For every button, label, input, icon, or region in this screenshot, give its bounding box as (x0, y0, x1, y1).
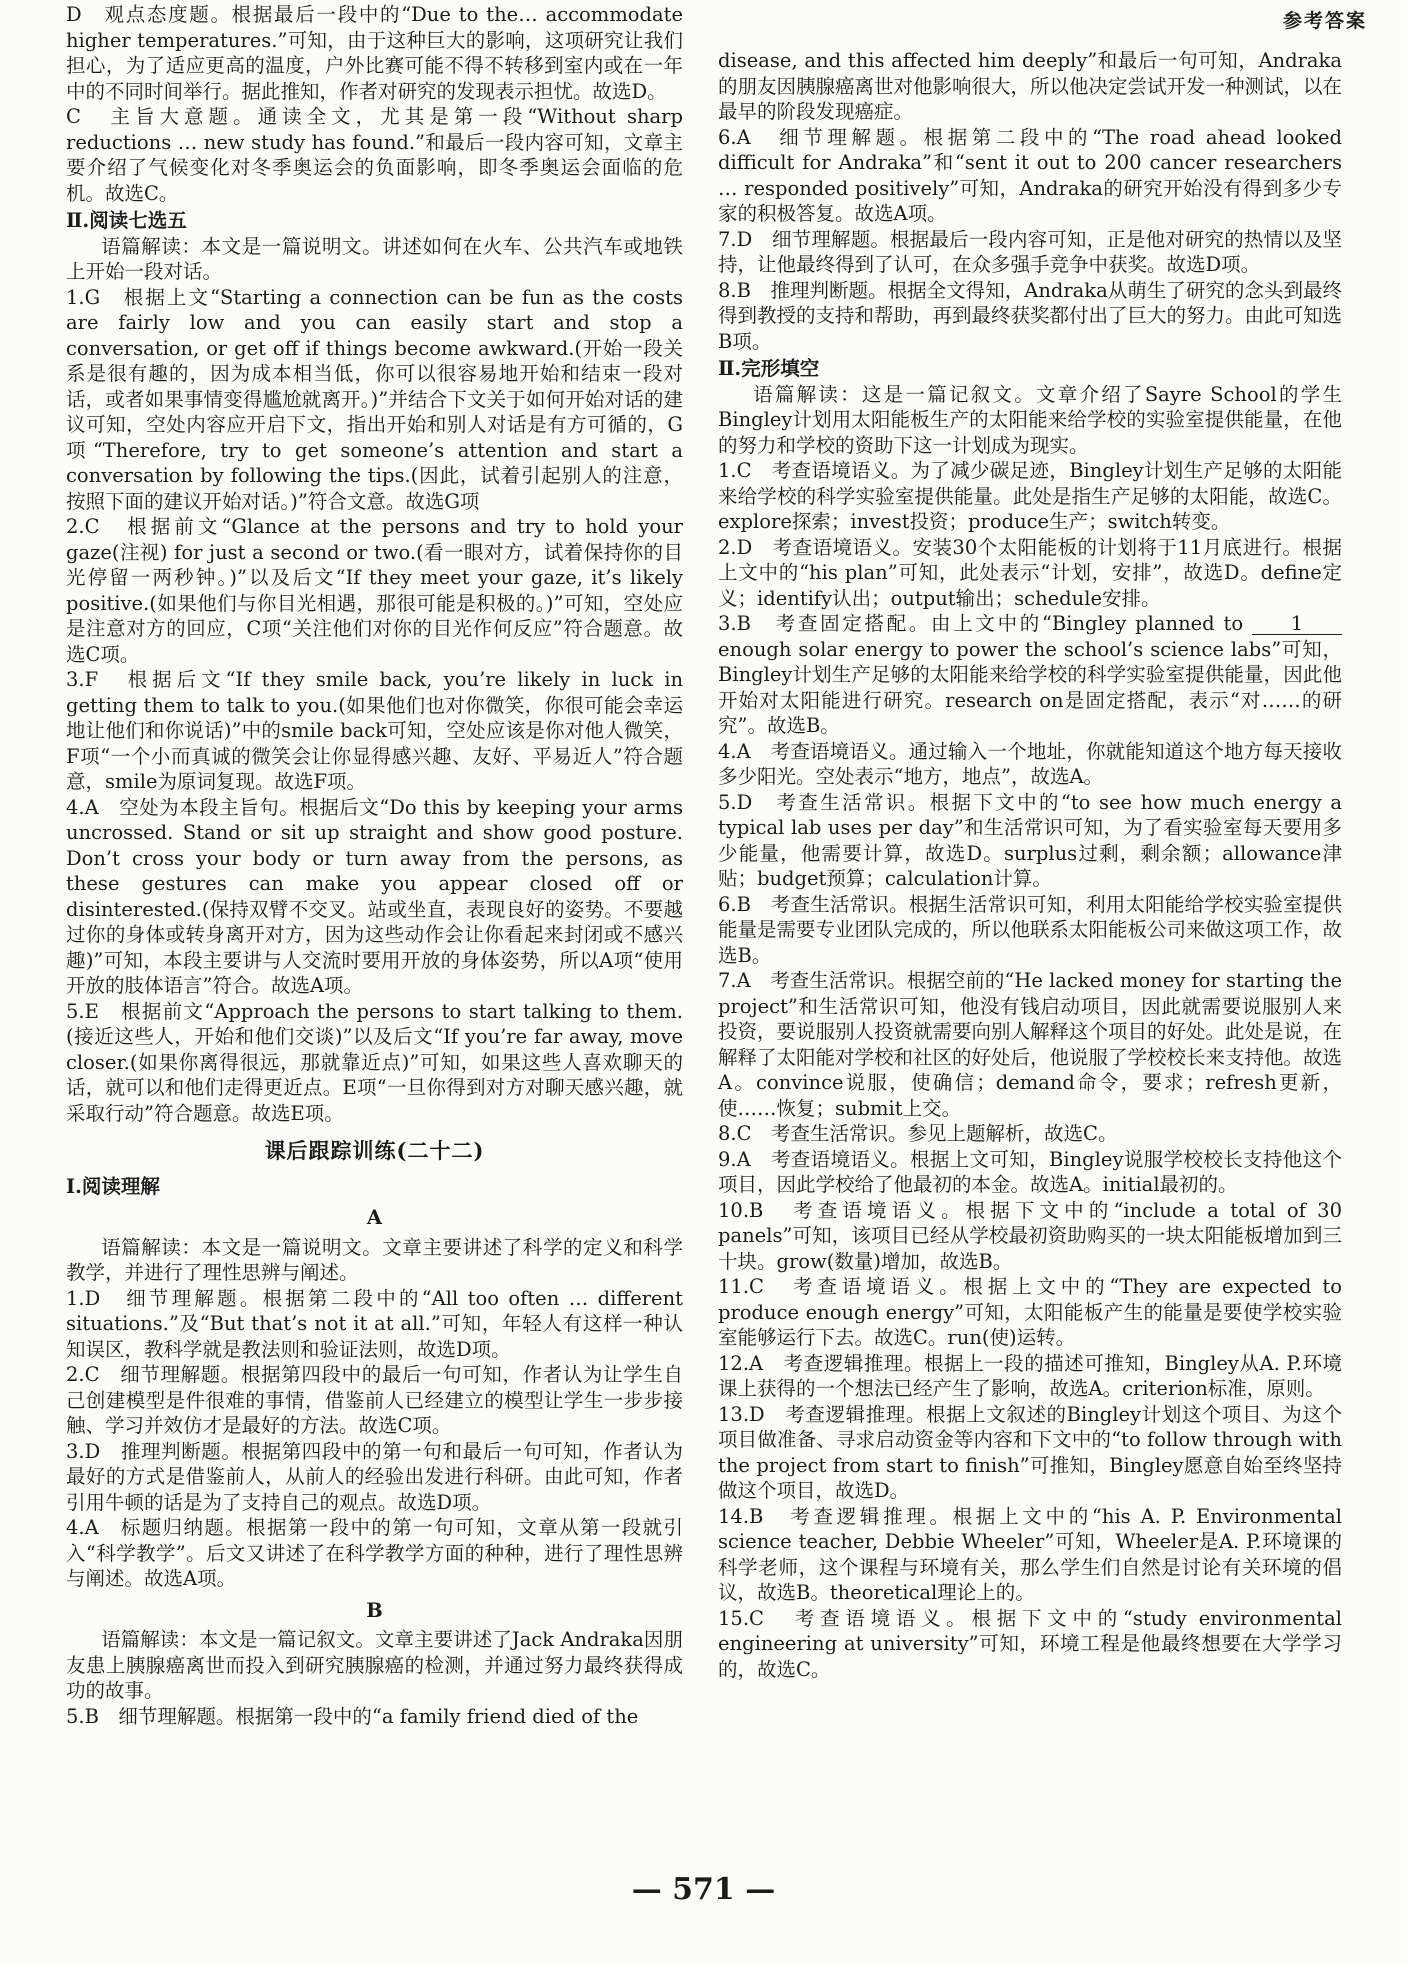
right-column (718, 48, 1342, 1682)
answer-item: 7.A 考查生活常识。根据空前的“He lacked money for starting the project”和生活常识可知，他没有钱启动项目，因此就需要说服别人来投资，要说服别人投资就需要向别人解释这个项目的好处。此处是说，在解释了太阳能对学校和社区的好处后，他说服了学校校长来支持他。故选A。convince说服，使确信；demand命令，要求；refresh更新，使……恢复；submit上交。 (718, 969, 1343, 1120)
answer-item: 10.B 考查语境语义。根据下文中的“include a total of 30 panels”可知，该项目已经从学校最初资助购买的一块太阳能板增加到三十块。grow(数量)增加，故选B。 (718, 1198, 1342, 1273)
answer-item: 9.A 考查语境语义。根据上文可知，Bingley说服学校校长支持他这个项目，因此学校给了他最初的本金。故选A。initial最初的。 (718, 1147, 1342, 1196)
answer-item: disease, and this affected him deeply”和最后一句可知，Andraka的朋友因胰腺癌离世对他影响很大，所以他决定尝试开发一种测试，以在最早的阶段发现癌症。 (718, 49, 1343, 123)
answer-item: 2.C 细节理解题。根据第四段中的最后一句可知，作者认为让学生自己创建模型是件很难的事情，借鉴前人已经建立的模型让学生一步步接触、学习并效仿才是最好的方法。故选C项。 (66, 1363, 683, 1437)
answer-item: 7.D 细节理解题。根据最后一段内容可知，正是他对研究的热情以及坚持，让他最终得到了认可，在众多强手竞争中获奖。故选D项。 (718, 227, 1342, 276)
answer-item: 11.C 考查语境语义。根据上文中的“They are expected to produce enough energy”可知，太阳能板产生的能量是要使学校实验室能够运行下去。故选C。run(使)运转。 (718, 1275, 1342, 1349)
answer-item: 3.D 推理判断题。根据第四段中的第一句和最后一句可知，作者认为最好的方式是借鉴前人，从前人的经验出发进行科研。由此可知，作者引用牛顿的话是为了支持自己的观点。故选D项。 (66, 1439, 683, 1514)
answer-item: 5.D 考查生活常识。根据下文中的“to see how much energy a typical lab uses per day”和生活常识可知，为了看实验室每天要用多少能量，他需要计算，故选D。surplus过剩，剩余额；allowance津贴；budget预算；calculation计算。 (718, 790, 1342, 890)
answer-item: 2.D 考查语境语义。安装30个太阳能板的计划将于11月底进行。根据上文中的“his plan”可知，此处表示“计划，安排”，故选D。define定义；identify认出；output输出；schedule安排。 (718, 535, 1342, 610)
answer-text: 3.B 考查固定搭配。由上文中的“Bingley planned to (718, 612, 1244, 635)
answer-item: 2.C 根据前文“Glance at the persons and try to hold your gaze(注视) for just a second or two.(看一眼对方，试着保持你的目光停留一两秒钟。)”以及后文“If they meet your gaze, it’s likely positive.(如果他们与你目光相遇，那很可能是积极的。)”可知，空处应是注意对方的回应，C项“关注他们对你的目光作何反应”符合题意。故选C项。 (66, 515, 683, 666)
answer-item: C 主旨大意题。通读全文，尤其是第一段“Without sharp reductions … new study has found.”和最后一段内容可知，文章主要介绍了气候变化对冬季奥运会的负面影响，即冬季奥运会面临的危机。故选C。 (66, 105, 683, 205)
answer-item: 8.B 推理判断题。根据全文得知，Andraka从萌生了研究的念头到最终得到教授的支持和帮助，再到最终获奖都付出了巨大的努力。由此可知选B项。 (718, 278, 1343, 353)
answer-item: 4.A 标题归纳题。根据第一段中的第一句可知，文章从第一段就引入“科学教学”。后文又讲述了在科学教学方面的种种，进行了理性思辨与阐述。故选A项。 (66, 1516, 683, 1590)
answer-item: 15.C 考查语境语义。根据下文中的“study environmental engineering at university”可知，环境工程是他最终想要在大学学习的，故选C。 (718, 1606, 1342, 1681)
answer-item: 13.D 考查逻辑推理。根据上文叙述的Bingley计划这个项目、为这个项目做准备、寻求启动资金等内容和下文中的“to follow through with the project from start to finish”可推知，Bingley愿意自始至终坚持做这个项目，故选D。 (718, 1402, 1342, 1502)
answer-item: 5.B 细节理解题。根据第一段中的“a family friend died of the (66, 1704, 639, 1728)
answer-item: 4.A 考查语境语义。通过输入一个地址，你就能知道这个地方每天接收多少阳光。空处表示“地方，地点”，故选A。 (718, 739, 1342, 788)
passage-intro: 语篇解读：本文是一篇说明文。文章主要讲述了科学的定义和科学教学，并进行了理性思辨与阐述。 (66, 1235, 683, 1284)
passage-letter: B (366, 1598, 383, 1622)
header-section-label: 参考答案 (1282, 10, 1367, 32)
answer-item: D 观点态度题。根据最后一段中的“Due to the… accommodate higher temperatures.”可知，由于这种巨大的影响，这项研究让我们担心，为了适应更高的温度，户外比赛可能不得不转移到室内或在一年中的不同时间举行。据此推知，作者对研究的发现表示担忧。故选D。 (66, 3, 683, 103)
section-heading: Ⅱ.完形填空 (718, 357, 820, 380)
answer-item: 8.C 考查生活常识。参见上题解析，故选C。 (718, 1122, 1118, 1145)
page-number: — 571 — (631, 1872, 776, 1907)
blank-number: 1 (1252, 614, 1342, 635)
answer-item: 12.A 考查逻辑推理。根据上一段的描述可推知，Bingley从A. P.环境课上获得的一个想法已经产生了影响，故选A。criterion标准，原则。 (718, 1351, 1342, 1400)
answer-item: 14.B 考查逻辑推理。根据上文中的“his A. P. Environmental science teacher, Debbie Wheeler”可知，Wheeler是A. P.环境课的科学老师，这个课程与环境有关，那么学生们自然是讨论有关环境的倡议，故选B。theoretical理论上的。 (718, 1504, 1342, 1604)
section-heading: Ⅱ.阅读七选五 (66, 209, 187, 232)
answer-item: 1.G 根据上文“Starting a connection can be fun as the costs are fairly low and you can easily start and stop a conversation, or get off if things become awkward.(开始一段关系是很有趣的，因为成本相当低，你可以很容易地开始和结束一段对话，或者如果事情变得尴尬就离开。)”并结合下文关于如何开始对话的建议可知，空处内容应开启下文，指出开始和别人对话是有方可循的，G项“Therefore, try to get someone’s attention and start a conversation by following the tips.(因此，试着引起别人的注意，按照下面的建议开始对话。)”符合文意。故选G项 (66, 285, 683, 513)
passage-letter: A (366, 1206, 383, 1229)
section-heading: Ⅰ.阅读理解 (66, 1174, 160, 1198)
passage-intro: 语篇解读：本文是一篇说明文。讲述如何在火车、公共汽车或地铁上开始一段对话。 (66, 234, 683, 283)
passage-intro: 语篇解读：本文是一篇记叙文。文章主要讲述了Jack Andraka因朋友患上胰腺癌离世而投入到研究胰腺癌的检测，并通过努力最终获得成功的故事。 (66, 1628, 683, 1702)
answer-item: 5.E 根据前文“Approach the persons to start talking to them.(接近这些人，开始和他们交谈)”以及后文“If you’re far away, move closer.(如果你离得很远，那就靠近点)”可知，如果这些人喜欢聊天的话，就可以和他们走得更近点。E项“一旦你得到对方对聊天感兴趣，就采取行动”符合题意。故选E项。 (66, 999, 683, 1125)
answer-item: 3.F 根据后文“If they smile back, you’re likely in luck in getting them to talk to you.(如果他们也对你微笑，你很可能会幸运地让他们和你说话)”中的smile back可知，空处应该是你对他人微笑，F项“一个小而真诚的微笑会让你显得感兴趣、友好、平易近人”符合题意，smile为原词复现。故选F项。 (66, 668, 683, 793)
answer-text: enough solar energy to power the school’s science labs”可知，Bingley计划生产足够的太阳能来给学校的科学实验室提供能量，因此他开始对太阳能进行研究。research on是固定搭配，表示“对……的研究”。故选B。 (718, 637, 1342, 737)
answer-item: 4.A 空处为本段主旨句。根据后文“Do this by keeping your arms uncrossed. Stand or sit up straight and show good posture. Don’t cross your body or turn away from the persons, as these gestures can make you appear closed off or disinterested.(保持双臂不交叉。站或坐直，表现良好的姿势。不要越过你的身体或转身离开对方，因为这些动作会让你看起来封闭或不感兴趣)”可知，本段主要讲与人交流时要用开放的身体姿势，所以A项“使用开放的肢体语言”符合。故选A项。 (66, 795, 683, 997)
passage-intro: 语篇解读：这是一篇记叙文。文章介绍了Sayre School的学生Bingley计划用太阳能板生产的太阳能来给学校的实验室提供能量，在他的努力和学校的资助下这一计划成为现实。 (718, 382, 1342, 457)
answer-item: 6.B 考查生活常识。根据生活常识可知，利用太阳能给学校实验室提供能量是需要专业团队完成的，所以他联系太阳能板公司来做这项工作，故选B。 (718, 892, 1343, 967)
answer-item: 6.A 细节理解题。根据第二段中的“The road ahead looked difficult for Andraka”和“sent it out to 200 cancer researchers … responded positively”可知，Andraka的研究开始没有得到多少专家的积极答复。故选A项。 (718, 125, 1342, 225)
answer-item: 1.D 细节理解题。根据第二段中的“All too often … different situations.”及“But that’s not it at all.”可知，年轻人有这样一种认知误区，教科学就是教法则和验证法则，故选D项。 (66, 1286, 683, 1361)
answer-item: 1.C 考查语境语义。为了减少碳足迹，Bingley计划生产足够的太阳能来给学校的科学实验室提供能量。此处是指生产足够的太阳能，故选C。explore探索；invest投资；produce生产；switch转变。 (718, 459, 1342, 533)
answer-item (718, 611, 1342, 739)
left-column (66, 2, 683, 1729)
lesson-title: 课后跟踪训练(二十二) (264, 1138, 485, 1163)
